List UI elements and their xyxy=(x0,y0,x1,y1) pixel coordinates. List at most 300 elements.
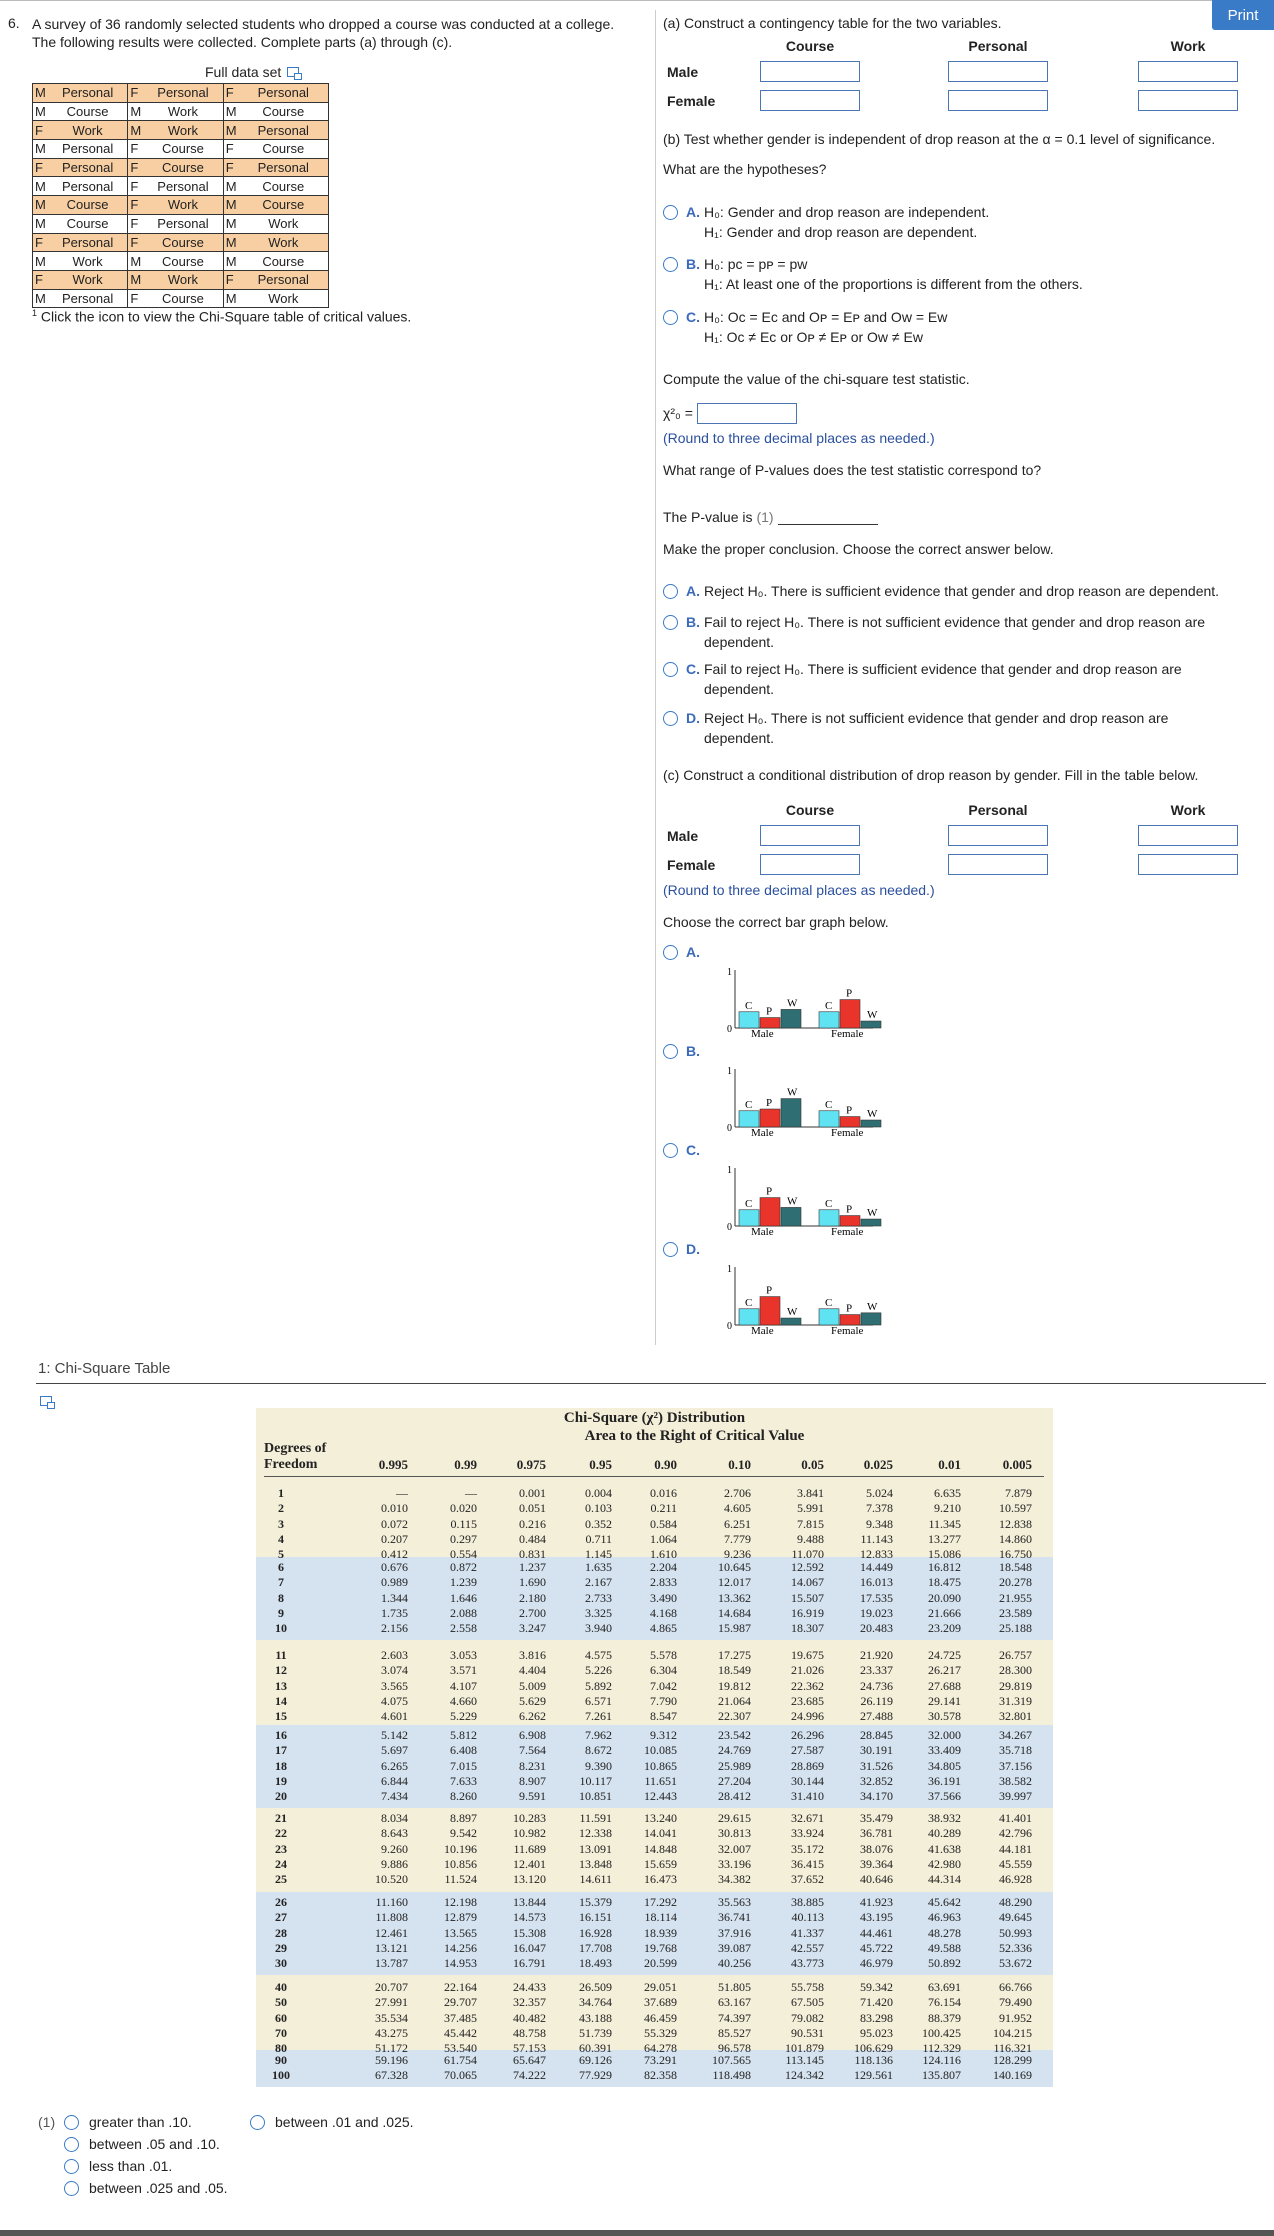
critical-value-cell: 0.020 xyxy=(450,1501,477,1516)
df-header-2: Freedom xyxy=(264,1457,318,1472)
conclusion-line-1: Reject H₀. There is not sufficient evidence that gender and drop reason are xyxy=(704,710,1169,726)
conclusion-line-1: Fail to reject H₀. There is not sufficient evidence that gender and drop reason are xyxy=(704,614,1206,630)
radio-button[interactable] xyxy=(663,615,678,630)
conditional-input-female-work[interactable] xyxy=(1138,854,1238,875)
critical-value-cell: 27.688 xyxy=(928,1678,961,1693)
alpha-header: 0.025 xyxy=(863,1457,893,1472)
contingency-input-female-work[interactable] xyxy=(1138,90,1238,111)
contingency-input-female-personal[interactable] xyxy=(948,90,1048,111)
critical-value-cell: 29.615 xyxy=(718,1811,751,1825)
reason-cell: Personal xyxy=(143,214,223,233)
critical-value-cell: 67.505 xyxy=(791,1995,824,2010)
female-bar-c xyxy=(819,1111,839,1127)
critical-value-cell: 11.651 xyxy=(644,1773,677,1788)
graph-option-c[interactable] xyxy=(663,1142,878,1238)
critical-value-cell: 4.075 xyxy=(381,1693,408,1708)
bar-letter-label: C xyxy=(745,999,753,1012)
critical-value-cell: 25.188 xyxy=(999,1621,1032,1636)
compute-prompt: Compute the value of the chi-square test statistic. xyxy=(663,371,970,387)
critical-value-cell: 11.689 xyxy=(513,1841,546,1856)
female-bar-c xyxy=(819,1012,839,1028)
radio-button[interactable] xyxy=(663,205,678,220)
critical-value-cell: 5.142 xyxy=(381,1728,408,1742)
df-cell: 25 xyxy=(275,1872,287,1887)
df-cell: 15 xyxy=(275,1709,287,1724)
critical-value-cell: 61.754 xyxy=(444,2053,477,2067)
conditional-input-female-personal[interactable] xyxy=(948,854,1048,875)
bar-letter-label: P xyxy=(846,987,853,1000)
critical-value-cell: — xyxy=(465,1486,477,1500)
critical-value-cell: 7.633 xyxy=(450,1773,477,1788)
group-label: Male xyxy=(751,1028,774,1040)
critical-value-cell: 22.362 xyxy=(791,1678,824,1693)
df-cell: 18 xyxy=(275,1758,287,1773)
graph-option-d[interactable] xyxy=(663,1241,878,1337)
option-text xyxy=(704,708,1168,748)
critical-value-cell: 12.017 xyxy=(718,1575,751,1590)
critical-value-cell: 0.072 xyxy=(381,1516,408,1531)
critical-value-cell: 0.010 xyxy=(381,1501,408,1516)
critical-value-cell: 41.923 xyxy=(860,1895,893,1909)
male-bar-p xyxy=(760,1297,780,1325)
gender-cell: F xyxy=(128,233,143,252)
critical-value-cell: 6.251 xyxy=(724,1516,751,1531)
critical-value-cell: 28.869 xyxy=(791,1758,824,1773)
critical-value-cell: 27.488 xyxy=(860,1709,893,1724)
critical-value-cell: 6.635 xyxy=(934,1486,961,1500)
option-letter: C. xyxy=(686,309,700,325)
radio-button[interactable] xyxy=(663,1143,678,1158)
critical-value-cell: 16.047 xyxy=(513,1940,546,1955)
gender-cell: M xyxy=(128,121,143,140)
critical-value-cell: 3.490 xyxy=(650,1590,677,1605)
critical-value-cell: 12.461 xyxy=(375,1925,408,1940)
gender-cell: F xyxy=(128,289,143,308)
critical-value-cell: 34.267 xyxy=(999,1728,1032,1742)
critical-value-cell: 3.940 xyxy=(585,1621,612,1636)
reason-cell: Work xyxy=(143,196,223,215)
question-number: 6. xyxy=(8,15,20,31)
critical-value-cell: 3.053 xyxy=(450,1648,477,1662)
critical-value-cell: 2.088 xyxy=(450,1605,477,1620)
df-cell: 24 xyxy=(275,1856,287,1871)
hypothesis-option-c[interactable] xyxy=(663,309,947,347)
critical-value-cell: 1.344 xyxy=(381,1590,408,1605)
critical-value-cell: 5.226 xyxy=(585,1663,612,1678)
critical-value-cell: 53.540 xyxy=(444,2041,477,2056)
critical-value-cell: 96.578 xyxy=(718,2041,751,2056)
radio-button[interactable] xyxy=(663,711,678,726)
bar-letter-label: W xyxy=(787,1306,798,1319)
option-text xyxy=(704,307,947,347)
critical-value-cell: 6.571 xyxy=(585,1693,612,1708)
critical-value-cell: 8.547 xyxy=(650,1709,677,1724)
critical-value-cell: 32.000 xyxy=(928,1728,961,1742)
alpha-header: 0.95 xyxy=(589,1457,612,1472)
print-button[interactable]: Print xyxy=(1212,0,1274,30)
reason-cell: Course xyxy=(143,140,223,159)
critical-value-cell: 85.527 xyxy=(718,2025,751,2040)
critical-value-cell: 60.391 xyxy=(579,2041,612,2056)
critical-value-cell: 26.217 xyxy=(928,1663,961,1678)
conclusion-line-1: Reject H₀. There is sufficient evidence that gender and drop reason are dependent. xyxy=(704,583,1220,599)
critical-value-cell: 38.582 xyxy=(999,1773,1032,1788)
critical-value-cell: 17.708 xyxy=(579,1940,612,1955)
df-cell: 23 xyxy=(275,1841,287,1856)
critical-value-cell: 16.919 xyxy=(791,1605,824,1620)
critical-value-cell: 9.260 xyxy=(381,1841,408,1856)
bar-letter-label: W xyxy=(787,997,798,1010)
critical-value-cell: 140.169 xyxy=(993,2068,1032,2083)
contingency-col-header: Personal xyxy=(968,38,1028,54)
hypothesis-option-a[interactable] xyxy=(663,204,989,242)
contingency-row-label: Female xyxy=(667,93,716,109)
pvalue-label: The P-value is xyxy=(663,509,753,525)
pvalue-menu-option[interactable] xyxy=(64,2114,192,2130)
conditional-input-male-work[interactable] xyxy=(1138,825,1238,846)
radio-button[interactable] xyxy=(663,662,678,677)
graph-option-a[interactable] xyxy=(663,944,878,1040)
critical-value-cell: 31.319 xyxy=(999,1693,1032,1708)
critical-value-cell: 13.120 xyxy=(513,1872,546,1887)
critical-value-cell: 28.412 xyxy=(718,1789,751,1804)
conditional-col-header: Course xyxy=(785,802,835,818)
critical-value-cell: 46.963 xyxy=(928,1910,961,1925)
male-bar-c xyxy=(739,1309,759,1325)
critical-value-cell: 29.707 xyxy=(444,1995,477,2010)
bottom-bar xyxy=(0,2230,1274,2236)
option-text xyxy=(704,202,989,242)
full-data-set-link[interactable] xyxy=(205,64,299,80)
critical-value-cell: 16.750 xyxy=(999,1547,1032,1562)
critical-value-cell: 11.591 xyxy=(579,1811,612,1825)
reason-cell: Personal xyxy=(239,84,329,103)
popout-icon[interactable] xyxy=(287,67,299,77)
critical-value-cell: 16.791 xyxy=(513,1956,546,1971)
null-hypothesis: H₀: pᴄ = pᴘ = pᴡ xyxy=(704,256,808,272)
critical-value-cell: 1.690 xyxy=(519,1575,546,1590)
critical-value-cell: 45.642 xyxy=(928,1895,961,1909)
critical-value-cell: 11.808 xyxy=(375,1910,408,1925)
gender-cell: F xyxy=(128,177,143,196)
male-bar-c xyxy=(739,1210,759,1226)
contingency-input-male-personal[interactable] xyxy=(948,61,1048,82)
df-header-1: Degrees of xyxy=(264,1441,327,1456)
df-cell: 12 xyxy=(275,1663,287,1678)
critical-value-cell: 9.236 xyxy=(724,1547,751,1562)
critical-value-cell: 12.198 xyxy=(444,1895,477,1909)
bar-letter-label: C xyxy=(825,1197,833,1210)
critical-value-cell: 2.706 xyxy=(724,1486,751,1500)
critical-value-cell: 23.337 xyxy=(860,1663,893,1678)
full-data-set-label: Full data set xyxy=(205,64,282,80)
critical-value-cell: 4.168 xyxy=(650,1605,677,1620)
pvalue-option-text: between .025 and .05. xyxy=(89,2180,228,2196)
critical-value-cell: 35.563 xyxy=(718,1895,751,1909)
df-cell: 10 xyxy=(275,1621,287,1636)
critical-value-cell: 29.141 xyxy=(928,1693,961,1708)
part-b-prompt: (b) Test whether gender is independent of drop reason at the α = 0.1 level of significance. xyxy=(663,131,1216,147)
contingency-input-male-work[interactable] xyxy=(1138,61,1238,82)
data-row xyxy=(33,289,329,308)
critical-value-cell: 73.291 xyxy=(644,2053,677,2067)
female-bar-c xyxy=(819,1309,839,1325)
critical-value-cell: 21.026 xyxy=(791,1663,824,1678)
critical-value-cell: 91.952 xyxy=(999,2010,1032,2025)
pvalue-option-text: between .05 and .10. xyxy=(89,2136,220,2152)
critical-value-cell: 19.812 xyxy=(718,1678,751,1693)
critical-value-cell: 0.484 xyxy=(519,1531,546,1546)
gender-cell: M xyxy=(223,196,238,215)
critical-value-cell: 40.256 xyxy=(718,1956,751,1971)
female-bar-w xyxy=(861,1219,881,1226)
alpha-header: 0.01 xyxy=(938,1457,961,1472)
radio-button[interactable] xyxy=(250,2115,265,2130)
radio-button[interactable] xyxy=(663,257,678,272)
gender-cell: M xyxy=(33,177,48,196)
critical-value-cell: 11.345 xyxy=(928,1516,961,1531)
critical-value-cell: 9.312 xyxy=(650,1728,677,1742)
option-letter: B. xyxy=(686,1043,700,1059)
footnote-marker: 1 xyxy=(32,308,38,318)
round-note-b: (Round to three decimal places as needed.) xyxy=(663,430,935,446)
critical-value-cell: 27.991 xyxy=(375,1995,408,2010)
critical-value-cell: 7.962 xyxy=(585,1728,612,1742)
hypothesis-option-b[interactable] xyxy=(663,256,1083,294)
critical-value-cell: 36.781 xyxy=(860,1826,893,1841)
critical-value-cell: 0.016 xyxy=(650,1486,677,1500)
critical-value-cell: 129.561 xyxy=(854,2068,893,2083)
critical-value-cell: 1.635 xyxy=(585,1560,612,1574)
critical-value-cell: 3.841 xyxy=(797,1486,824,1500)
data-row xyxy=(33,177,329,196)
critical-value-cell: 2.700 xyxy=(519,1605,546,1620)
chi-square-input[interactable] xyxy=(697,403,797,424)
critical-value-cell: 20.483 xyxy=(860,1621,893,1636)
critical-value-cell: 8.643 xyxy=(381,1826,408,1841)
radio-button[interactable] xyxy=(663,310,678,325)
conditional-col-header: Personal xyxy=(968,802,1028,818)
top-border xyxy=(0,0,1212,1)
critical-value-cell: 18.114 xyxy=(644,1910,677,1925)
critical-value-cell: 9.348 xyxy=(866,1516,893,1531)
critical-value-cell: 13.121 xyxy=(375,1940,408,1955)
critical-value-cell: 10.982 xyxy=(513,1826,546,1841)
radio-button[interactable] xyxy=(663,1044,678,1059)
critical-value-cell: 41.638 xyxy=(928,1841,961,1856)
pvalue-menu-option[interactable] xyxy=(64,2180,228,2196)
gender-cell: M xyxy=(33,196,48,215)
critical-value-cell: 13.240 xyxy=(644,1811,677,1825)
conditional-input-male-personal[interactable] xyxy=(948,825,1048,846)
chi-table-subtitle: Area to the Right of Critical Value xyxy=(584,1428,805,1444)
critical-value-cell: 57.153 xyxy=(513,2041,546,2056)
critical-value-cell: 0.051 xyxy=(519,1501,546,1516)
df-cell: 8 xyxy=(278,1590,284,1605)
bar-letter-label: P xyxy=(766,1097,773,1110)
critical-value-cell: 35.479 xyxy=(860,1811,893,1825)
critical-value-cell: 44.314 xyxy=(928,1872,961,1887)
critical-value-cell: 41.337 xyxy=(791,1925,824,1940)
gender-cell: M xyxy=(223,214,238,233)
group-label: Female xyxy=(831,1325,864,1337)
critical-value-cell: 0.412 xyxy=(381,1547,408,1562)
chi-square-label: χ²₀ = xyxy=(663,405,693,421)
critical-value-cell: 51.805 xyxy=(718,1980,751,1994)
critical-value-cell: 90.531 xyxy=(791,2025,824,2040)
bar-letter-label: C xyxy=(825,1098,833,1111)
critical-value-cell: 22.307 xyxy=(718,1709,751,1724)
gender-cell: M xyxy=(33,252,48,271)
df-cell: 19 xyxy=(275,1773,287,1788)
df-cell: 40 xyxy=(275,1980,287,1994)
critical-value-cell: 39.087 xyxy=(718,1940,751,1955)
reason-cell: Work xyxy=(239,214,329,233)
contingency-input-female-course[interactable] xyxy=(760,90,860,111)
critical-value-cell: 7.434 xyxy=(381,1789,408,1804)
critical-value-cell: 28.300 xyxy=(999,1663,1032,1678)
radio-button[interactable] xyxy=(663,945,678,960)
pvalue-option-text: greater than .10. xyxy=(89,2114,192,2130)
option-text xyxy=(704,659,1182,699)
option-letter: C. xyxy=(686,661,700,677)
conclusion-option-d[interactable] xyxy=(663,710,1263,748)
critical-value-cell: 1.610 xyxy=(650,1547,677,1562)
conclusion-line-2: dependent. xyxy=(704,681,775,697)
critical-value-cell: 0.554 xyxy=(450,1547,477,1562)
critical-value-cell: 14.860 xyxy=(999,1531,1032,1546)
contingency-input-male-course[interactable] xyxy=(760,61,860,82)
df-cell: 21 xyxy=(275,1811,287,1825)
radio-button[interactable] xyxy=(663,1242,678,1257)
conclusion-option-a[interactable] xyxy=(663,583,1263,601)
critical-value-cell: 14.953 xyxy=(444,1956,477,1971)
critical-value-cell: 118.136 xyxy=(854,2053,893,2067)
critical-value-cell: 30.813 xyxy=(718,1826,751,1841)
critical-value-cell: 55.329 xyxy=(644,2025,677,2040)
radio-button[interactable] xyxy=(64,2181,79,2196)
critical-value-cell: 65.647 xyxy=(513,2053,546,2067)
critical-value-cell: 20.599 xyxy=(644,1956,677,1971)
critical-value-cell: 7.564 xyxy=(519,1743,546,1758)
critical-value-cell: 32.801 xyxy=(999,1709,1032,1724)
data-row xyxy=(33,270,329,289)
critical-value-cell: 22.164 xyxy=(444,1980,477,1994)
popout-icon[interactable] xyxy=(40,1396,52,1406)
radio-button[interactable] xyxy=(64,2115,79,2130)
critical-value-cell: 36.191 xyxy=(928,1773,961,1788)
critical-value-cell: 12.338 xyxy=(579,1826,612,1841)
critical-value-cell: 31.410 xyxy=(791,1789,824,1804)
critical-value-cell: 12.879 xyxy=(444,1910,477,1925)
female-bar-w xyxy=(861,1313,881,1325)
radio-button[interactable] xyxy=(64,2159,79,2174)
chi-square-table xyxy=(256,1408,1053,2086)
graph-option-b[interactable] xyxy=(663,1043,878,1139)
pvalue-menu-option[interactable] xyxy=(64,2136,220,2152)
critical-value-cell: 2.204 xyxy=(650,1560,677,1574)
critical-value-cell: 23.209 xyxy=(928,1621,961,1636)
conditional-input-female-course[interactable] xyxy=(760,854,860,875)
female-bar-w xyxy=(861,1120,881,1127)
critical-value-cell: 0.297 xyxy=(450,1531,477,1546)
critical-value-cell: 2.156 xyxy=(381,1621,408,1636)
female-bar-p xyxy=(840,1216,860,1226)
bar-letter-label: C xyxy=(745,1197,753,1210)
pvalue-menu-option[interactable] xyxy=(64,2158,172,2174)
reason-cell: Personal xyxy=(239,270,329,289)
critical-value-cell: 0.001 xyxy=(519,1486,546,1500)
round-note-c: (Round to three decimal places as needed.) xyxy=(663,882,935,898)
conditional-input-male-course[interactable] xyxy=(760,825,860,846)
alt-hypothesis: H₁: Oᴄ ≠ Eᴄ or Oᴘ ≠ Eᴘ or Oᴡ ≠ Eᴡ xyxy=(704,329,923,345)
conclusion-option-c[interactable] xyxy=(663,661,1263,699)
critical-value-cell: 5.009 xyxy=(519,1678,546,1693)
df-cell: 27 xyxy=(275,1910,287,1925)
critical-value-cell: 13.565 xyxy=(444,1925,477,1940)
df-cell: 28 xyxy=(275,1925,287,1940)
critical-value-cell: 64.278 xyxy=(644,2041,677,2056)
critical-value-cell: 37.689 xyxy=(644,1995,677,2010)
option-letter: B. xyxy=(686,256,700,272)
bar-letter-label: P xyxy=(846,1203,853,1216)
conclusion-option-b[interactable] xyxy=(663,614,1263,652)
pvalue-menu-marker: (1) xyxy=(38,2114,56,2130)
critical-value-cell: 101.879 xyxy=(785,2041,824,2056)
critical-value-cell: 20.278 xyxy=(999,1575,1032,1590)
critical-value-cell: 14.067 xyxy=(791,1575,824,1590)
male-bar-p xyxy=(760,1198,780,1226)
critical-value-cell: 50.993 xyxy=(999,1925,1032,1940)
critical-value-cell: 10.597 xyxy=(999,1501,1032,1516)
radio-button[interactable] xyxy=(64,2137,79,2152)
option-text xyxy=(704,581,1219,601)
gender-cell: M xyxy=(223,289,238,308)
chi-table-footnote[interactable] xyxy=(32,308,411,325)
option-letter: A. xyxy=(686,583,700,599)
critical-value-cell: 83.298 xyxy=(860,2010,893,2025)
data-row xyxy=(33,214,329,233)
critical-value-cell: 13.844 xyxy=(513,1895,546,1909)
radio-button[interactable] xyxy=(663,584,678,599)
data-row xyxy=(33,196,329,215)
critical-value-cell: 71.420 xyxy=(860,1995,893,2010)
critical-value-cell: 41.401 xyxy=(999,1811,1032,1825)
critical-value-cell: 0.352 xyxy=(585,1516,612,1531)
critical-value-cell: 0.711 xyxy=(585,1531,612,1546)
df-cell: 5 xyxy=(278,1547,284,1562)
gender-cell: F xyxy=(223,270,238,289)
data-row xyxy=(33,121,329,140)
male-bar-w xyxy=(781,1207,801,1226)
data-row xyxy=(33,84,329,103)
critical-value-cell: 5.991 xyxy=(797,1501,824,1516)
critical-value-cell: 14.041 xyxy=(644,1826,677,1841)
critical-value-cell: 9.210 xyxy=(934,1501,961,1516)
gender-cell: F xyxy=(223,140,238,159)
pvalue-line xyxy=(663,509,878,525)
critical-value-cell: 59.196 xyxy=(375,2053,408,2067)
axis-zero-label: 0 xyxy=(727,1024,732,1035)
critical-value-cell: 63.691 xyxy=(928,1980,961,1994)
pvalue-dropdown[interactable] xyxy=(778,511,878,525)
critical-value-cell: 124.342 xyxy=(785,2068,824,2083)
df-cell: 6 xyxy=(278,1560,284,1574)
pvalue-menu-option[interactable] xyxy=(250,2114,414,2130)
critical-value-cell: 4.605 xyxy=(724,1501,751,1516)
df-cell: 9 xyxy=(278,1605,284,1620)
critical-value-cell: 5.812 xyxy=(450,1728,477,1742)
